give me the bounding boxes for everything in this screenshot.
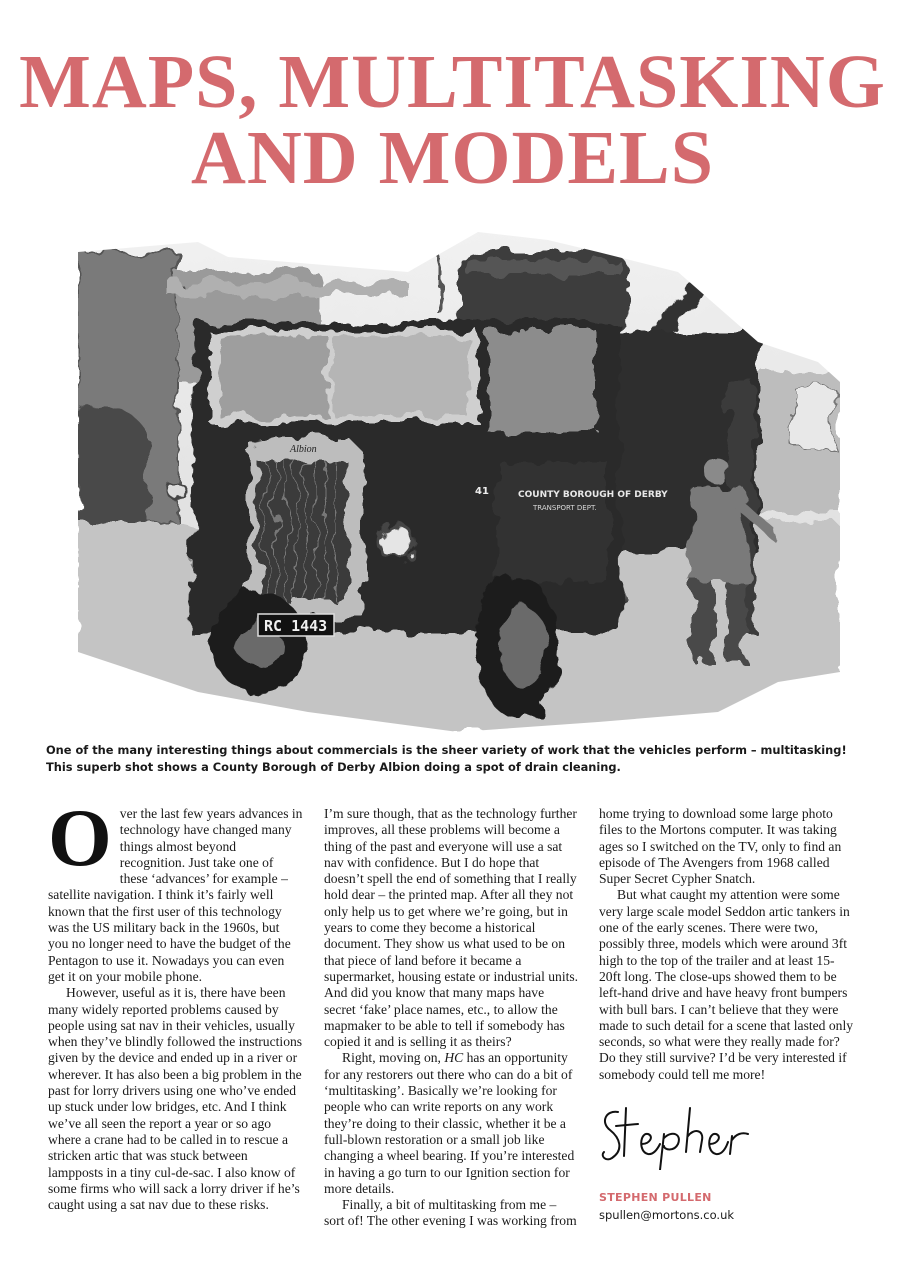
magazine-abbreviation: HC	[444, 1050, 464, 1066]
text-column-3	[599, 806, 854, 1083]
author-email[interactable]: spullen@mortons.co.uk	[599, 1208, 735, 1222]
photo-caption: One of the many interesting things about commercials is the sheer variety of work that the vehicles perform – multitasking! This superb shot shows a County Borough of Derby Albion doing a spot of drain cleaning.	[46, 743, 847, 774]
handwritten-signature	[598, 1100, 758, 1170]
paragraph: Finally, a bit of multitasking from me – sort of! The other evening I was working from	[324, 1197, 577, 1229]
paragraph-text: has an opportunity for any restorers out there who can do a bit of ‘multitasking’. Basically we’re looking for people who can write reports on any work they’re doing to their classic, whether it be a full-blown restoration or a small job like changing a wheel bearing. If you’re interested in having a go turn to our Ignition section for more details.	[324, 1050, 575, 1196]
headline-line-2: AND MODELS	[190, 116, 715, 200]
number-plate: RC 1443	[264, 617, 328, 635]
paragraph: However, useful as it is, there have been many widely reported problems caused by people using sat nav in their vehicles, usually when they’ve blindly followed the instructions given by the device and ended up in a river or wherever. It has also been a big problem in the past for lorry drivers using one who’ve ended up stuck under low bridges, etc. And I think we’ve all seen the report a year or so ago where a crane had to be called in to rescue a stricken artic that was stuck between lampposts in a tiny cul-de-sac. I also know of some firms who will sack a lorry driver if he’s caught using a sat nav due to these risks.	[48, 985, 303, 1213]
headline-line-1: MAPS, MULTITASKING	[19, 40, 886, 124]
lorry-photo	[78, 212, 840, 732]
paragraph-text: Right, moving on,	[342, 1050, 445, 1066]
fleet-number: 41	[475, 486, 489, 497]
paragraph: But what caught my attention were some very large scale model Seddon artic tankers in one of the early scenes. There were two, possibly three, models which were around 3ft high to the top of the trailer and at least 15-20ft long. The close-ups showed them to be left-hand drive and have heavy front bumpers with bull bars. I can’t believe that they were made to such detail for a scene that lasted only seconds, so what were they really made for? Do they still survive? I’d be very interested if somebody could tell me more!	[599, 887, 854, 1082]
text-column-2	[324, 806, 579, 1230]
door-sublettering: TRANSPORT DEPT.	[533, 504, 597, 512]
radiator-badge: Albion	[290, 444, 317, 455]
text-column-1	[48, 792, 303, 1213]
paragraph: home trying to download some large photo files to the Mortons computer. It was taking ages so I switched on the TV, only to find an episode of The Avengers from 1968 called Super Secret Cypher Snatch.	[599, 806, 842, 887]
paragraph	[324, 1050, 579, 1197]
door-lettering: COUNTY BOROUGH OF DERBY	[518, 490, 668, 500]
article-headline	[0, 40, 905, 200]
paragraph	[48, 792, 303, 985]
paragraph: I’m sure though, that as the technology further improves, all these problems will become a thing of the past and everyone will use a sat nav with confidence. But I do hope that doesn’t spell the end of something that I really hold dear – the printed map. After all they not only help us to get where we’re going, but in years to come they become a historical document. They show us what used to be on that piece of land before it became a supermarket, housing estate or industrial units. And did you know that many maps have secret ‘fake’ place names, etc., to allow the mapmaker to be able to tell if somebody has copied it and is selling it as theirs?	[324, 806, 579, 1050]
paragraph-text: ver the last few years advances in technology have changed many things almost beyond recognition. Just take one of these ‘advances’ for example – satellite navigation. I think it’s fairly well known that the first user of this technology was the US military back in the 1960s, but you no longer need to have the budget of the Pentagon to use it. Nowadays you can even get it on your mobile phone.	[48, 806, 303, 984]
author-name: STEPHEN PULLEN	[599, 1191, 712, 1204]
drop-cap: O	[48, 792, 112, 883]
